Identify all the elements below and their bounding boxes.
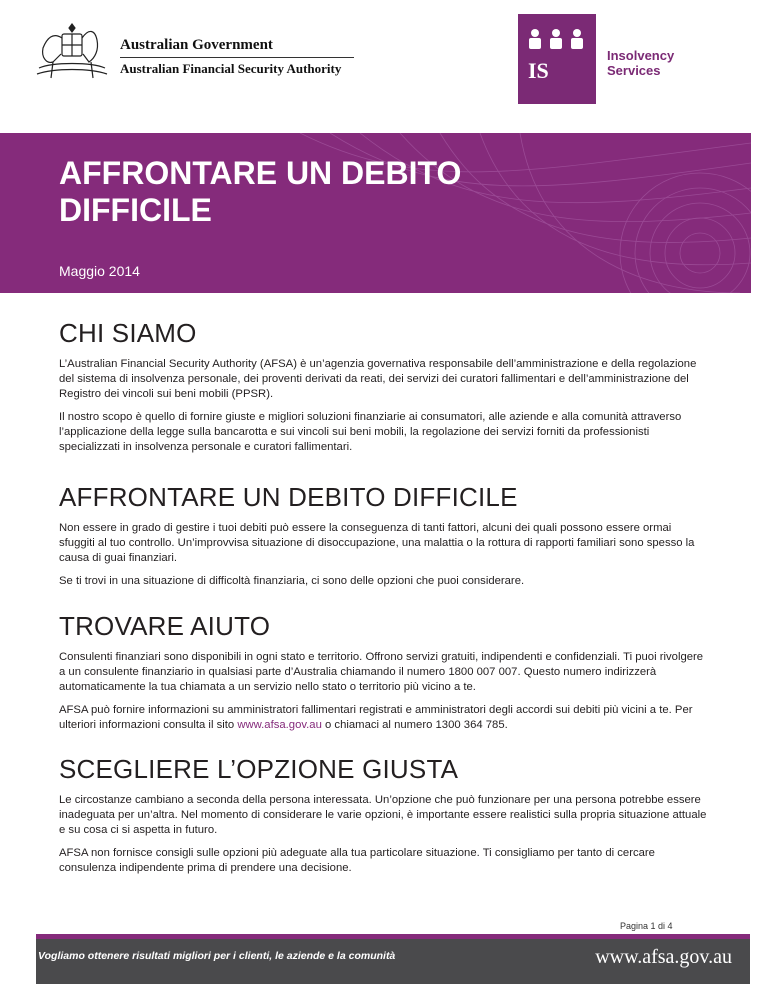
government-name: Australian Government bbox=[120, 37, 273, 53]
paragraph: Il nostro scopo è quello di fornire giuste e migliori soluzioni finanziarie ai consumatori, alle aziende e alla comunità attraverso l’applicazione della legge sulla bancarotta e sui vincoli sui beni mobili, la regolazione dei servizi forniti da professionisti specializzati in insolvenza personale e curatori fallimentari. bbox=[59, 411, 682, 453]
page-header bbox=[0, 0, 768, 133]
paragraph: L’Australian Financial Security Authority (AFSA) è un’agenzia governativa responsabile dell’amministrazione e della regolazione del sistema di insolvenza personale, dei proventi derivati da reati, dei servizi dei curatori fallimentari e dell’amministrazione del Registro dei vincoli sui beni mobili (PPSR). bbox=[59, 358, 697, 400]
service-name bbox=[607, 48, 674, 78]
section-heading: TROVARE AIUTO bbox=[59, 611, 271, 641]
title-banner bbox=[0, 133, 751, 293]
divider bbox=[120, 57, 354, 58]
paragraph: Consulenti finanziari sono disponibili in ogni stato e territorio. Offrono servizi gratuiti, indipendenti e confidenziali. Ti puoi rivolgere a un consulente finanziario in qualsiasi parte d’Australia chiamando il numero 1800 007 007. Questo numero indirizzerà automaticamente la tua chiamata a un servizio nello stato o territorio più vicino a te. bbox=[59, 651, 704, 693]
footer-accent-bar bbox=[36, 934, 750, 939]
section-scegliere bbox=[59, 754, 709, 884]
paragraph-text: AFSA può fornire informazioni su amministratori fallimentari registrati e amministratori degli accordi sui debiti più vicini a te. Per ulteriori informazioni consulta il sito bbox=[59, 704, 693, 731]
paragraph-with-link bbox=[59, 703, 709, 733]
section-affrontare bbox=[59, 482, 709, 597]
section-heading: SCEGLIERE L’OPZIONE GIUSTA bbox=[59, 754, 459, 784]
people-icon bbox=[528, 28, 584, 50]
document-date: Maggio 2014 bbox=[59, 263, 140, 279]
is-badge-text: IS bbox=[528, 58, 549, 83]
footer-url[interactable]: www.afsa.gov.au bbox=[595, 946, 732, 968]
section-heading: AFFRONTARE UN DEBITO DIFFICILE bbox=[59, 482, 518, 512]
section-chi-siamo bbox=[59, 318, 709, 463]
section-trovare-aiuto bbox=[59, 611, 709, 741]
footer-tagline: Vogliamo ottenere risultati migliori per i clienti, le aziende e la comunità bbox=[38, 950, 396, 962]
document-title: AFFRONTARE UN DEBITO DIFFICILE bbox=[59, 155, 462, 228]
page-footer bbox=[36, 934, 750, 984]
coat-of-arms-logo bbox=[33, 18, 111, 84]
service-name-line2: Services bbox=[607, 63, 661, 78]
paragraph: AFSA non fornisce consigli sulle opzioni più adeguate alla tua particolare situazione. Ti consigliamo per tanto di cercare consulenza indipendente prima di prendere una decisione. bbox=[59, 847, 655, 874]
afsa-website-link[interactable]: www.afsa.gov.au bbox=[237, 719, 322, 731]
paragraph: Se ti trovi in una situazione di difficoltà finanziaria, ci sono delle opzioni che puoi considerare. bbox=[59, 575, 525, 587]
page-number: Pagina 1 di 4 bbox=[620, 921, 673, 931]
insolvency-services-badge bbox=[518, 14, 596, 104]
section-heading: CHI SIAMO bbox=[59, 318, 197, 348]
paragraph-text: o chiamaci al numero 1300 364 785. bbox=[321, 719, 508, 731]
paragraph: Le circostanze cambiano a seconda della persona interessata. Un’opzione che può funzionare per una persona potrebbe essere inadeguata per un’altra. Nel momento di considerare le varie opzioni, è importante essere realistici sulla propria situazione attuale e su cosa ci si aspetta in futuro. bbox=[59, 794, 707, 836]
service-name-line1: Insolvency bbox=[607, 48, 675, 63]
agency-name: Australian Financial Security Authority bbox=[120, 61, 342, 76]
paragraph: Non essere in grado di gestire i tuoi debiti può essere la conseguenza di tanti fattori, alcuni dei quali possono essere ormai sfuggiti al tuo controllo. Un’improvvisa situazione di disoccupazione, una malattia o la rottura di rapporti familiari sono spesso la causa di guai finanziari. bbox=[59, 522, 695, 564]
